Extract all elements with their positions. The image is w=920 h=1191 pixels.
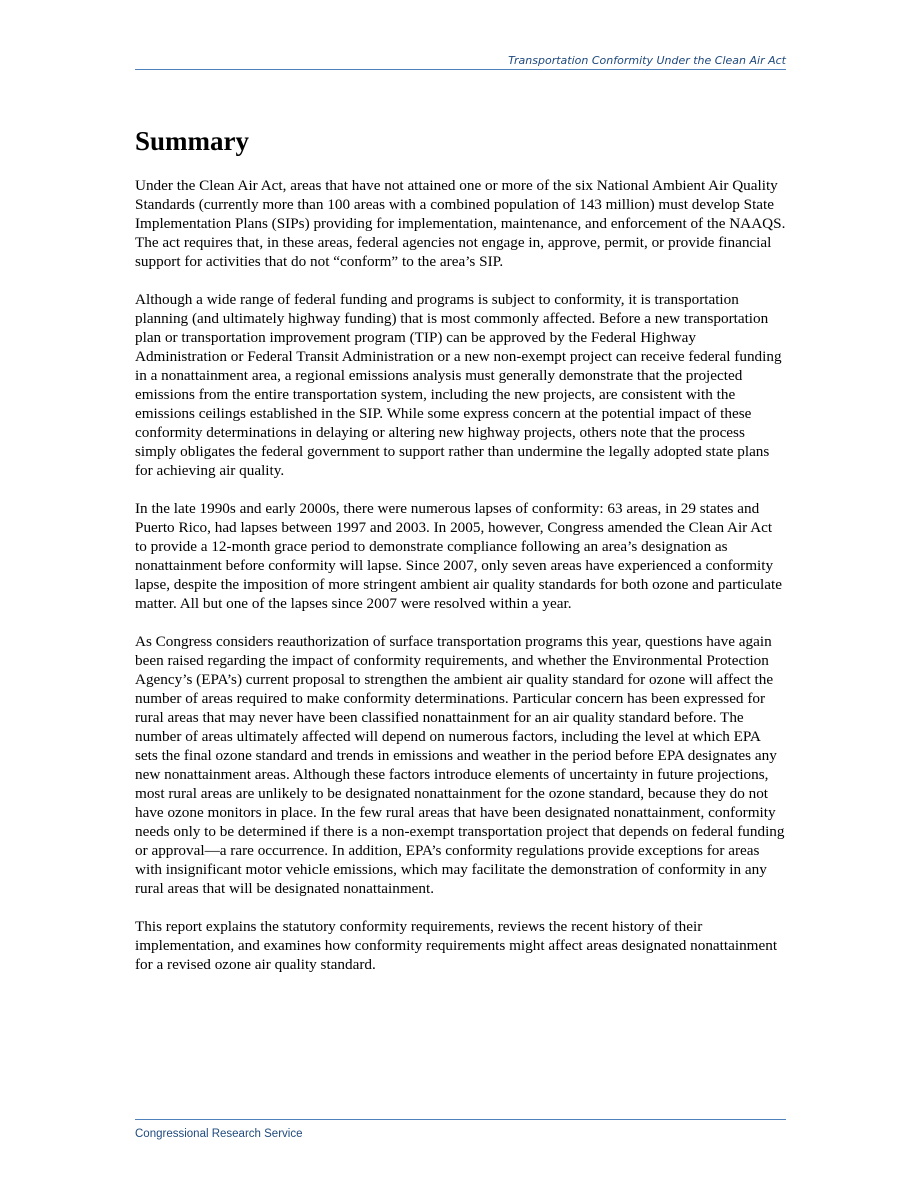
footer-organization: Congressional Research Service xyxy=(135,1128,303,1140)
summary-section xyxy=(135,124,786,993)
page-footer xyxy=(135,1119,786,1142)
paragraph-report-scope: This report explains the statutory conformity requirements, reviews the recent history of their implementation, and examines how conformity requirements might affect areas designated nonattainment for a revised ozone air quality standard. xyxy=(135,918,778,973)
paragraph-reauthorization-concerns: As Congress considers reauthorization of surface transportation programs this year, questions have again been raised regarding the impact of conformity requirements, and whether the Environmental Protection Agency’s (EPA’s) current proposal to strengthen the ambient air quality standard for ozone will affect the number of areas required to make conformity determinations. Particular concern has been expressed for rural areas that may never have been classified nonattainment for an air quality standard before. The number of areas ultimately affected will depend on numerous factors, including the level at which EPA sets the final ozone standard and trends in emissions and weather in the period before EPA designates any new nonattainment areas. Although these factors introduce elements of uncertainty in future projections, most rural areas are unlikely to be designated nonattainment for the ozone standard, because they do not have ozone monitors in place. In the few rural areas that have been designated nonattainment, conformity needs only to be determined if there is a non-exempt transportation project that depends on federal funding or approval—a rare occurrence. In addition, EPA’s conformity regulations provide exceptions for areas with insignificant motor vehicle emissions, which may facilitate the demonstration of conformity in any rural areas that will be designated nonattainment. xyxy=(135,633,785,897)
section-heading: Summary xyxy=(135,126,249,156)
running-title: Transportation Conformity Under the Clean Air Act xyxy=(508,54,786,67)
paragraph-transportation-planning: Although a wide range of federal funding and programs is subject to conformity, it is transportation planning (and ultimately highway funding) that is most commonly affected. Before a new transportation plan or transportation improvement program (TIP) can be approved by the Federal Highway Administration or Federal Transit Administration or a new non-exempt project can receive federal funding in a nonattainment area, a regional emissions analysis must generally demonstrate that the projected emissions from the entire transportation system, including the new projects, are consistent with the emissions ceilings established in the SIP. While some express concern at the potential impact of these conformity determinations in delaying or altering new highway projects, others note that the process simply obligates the federal government to support rather than undermine the legally adopted state plans for achieving air quality. xyxy=(135,291,782,479)
paragraph-lapses-history: In the late 1990s and early 2000s, there were numerous lapses of conformity: 63 areas, in 29 states and Puerto Rico, had lapses between 1997 and 2003. In 2005, however, Congress amended the Clean Air Act to provide a 12-month grace period to demonstrate compliance following an area’s designation as nonattainment before conformity will lapse. Since 2007, only seven areas have experienced a conformity lapse, despite the imposition of more stringent ambient air quality standards for both ozone and particulate matter. All but one of the lapses since 2007 were resolved within a year. xyxy=(135,500,782,612)
page-header xyxy=(135,54,786,70)
paragraph-conformity-overview: Under the Clean Air Act, areas that have not attained one or more of the six National Ambient Air Quality Standards (currently more than 100 areas with a combined population of 143 million) must develop State Implementation Plans (SIPs) providing for implementation, maintenance, and enforcement of the NAAQS. The act requires that, in these areas, federal agencies not engage in, approve, permit, or provide financial support for activities that do not “conform” to the area’s SIP. xyxy=(135,177,786,270)
